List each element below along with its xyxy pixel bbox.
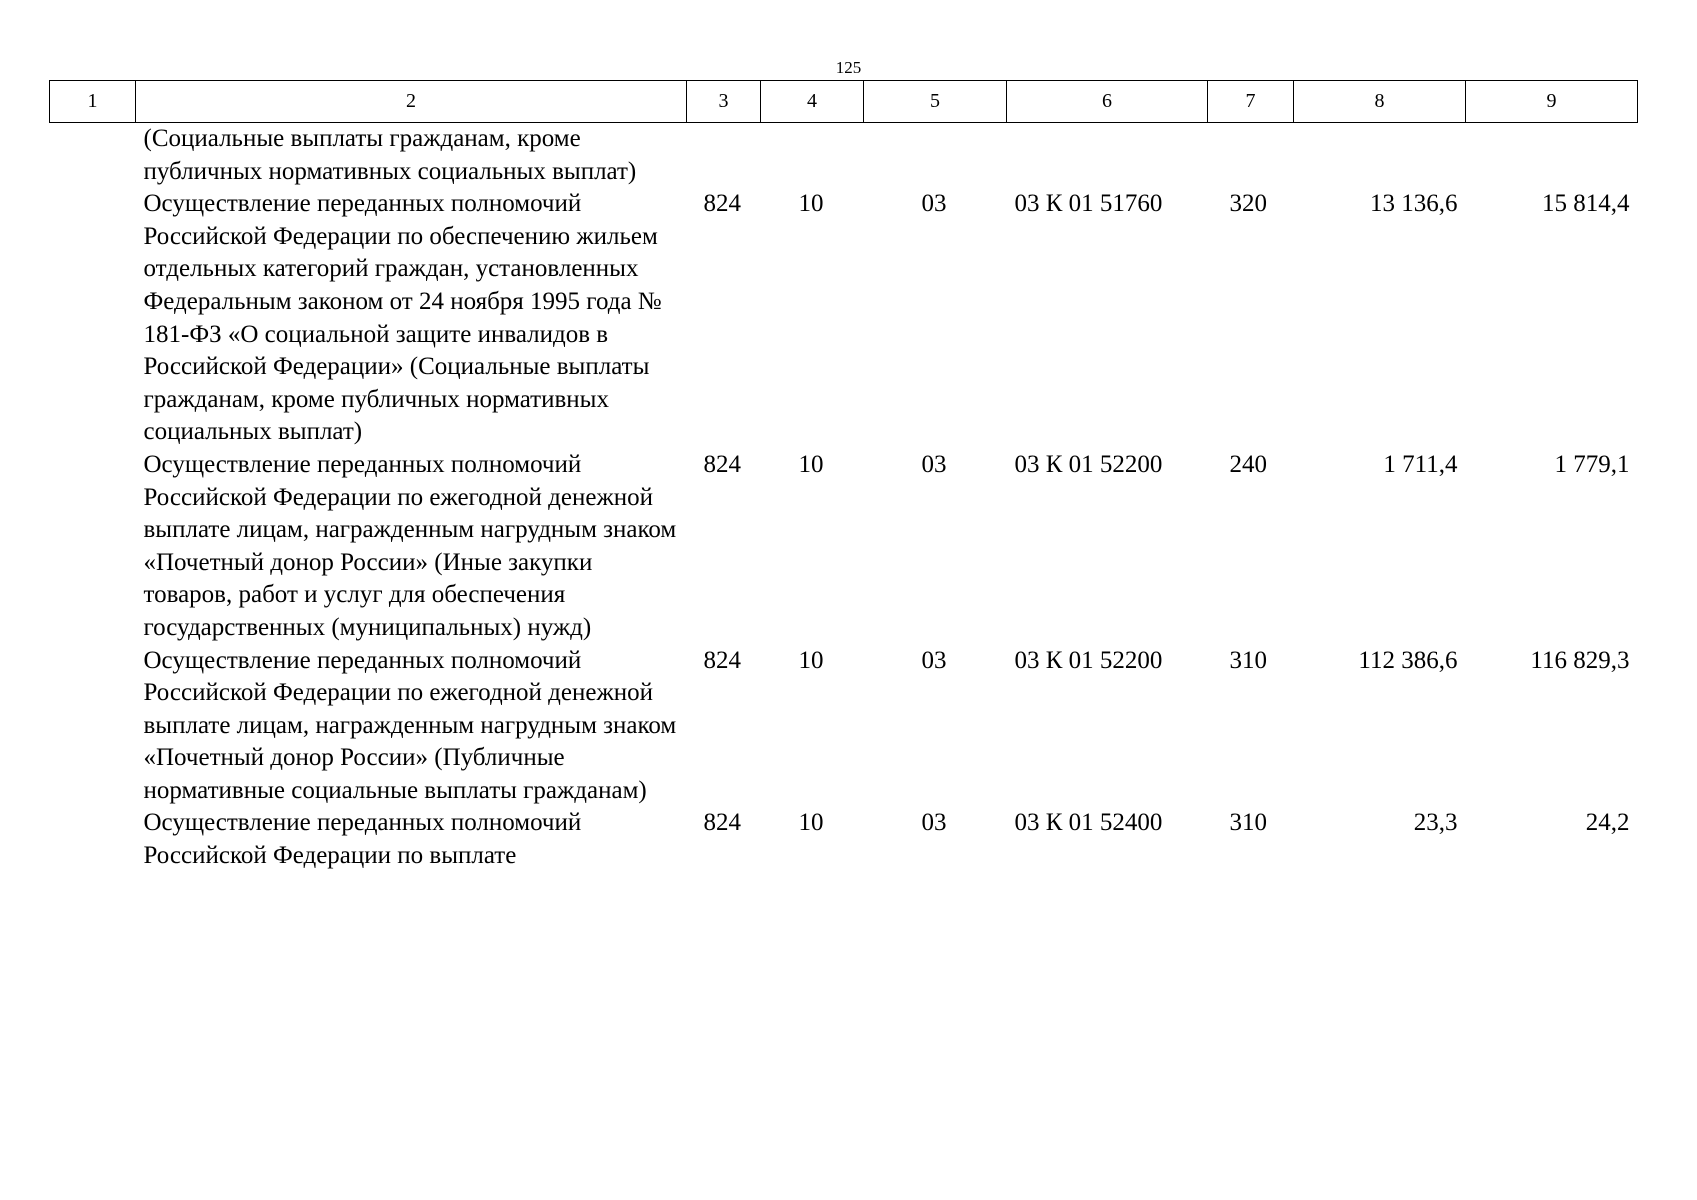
- header-cell-8: 8: [1294, 81, 1466, 123]
- row-amount-2: 1 779,1: [1554, 450, 1630, 478]
- table-row: [50, 807, 1638, 872]
- header-cell-4: 4: [761, 81, 864, 123]
- row-amount-2: 15 814,4: [1542, 190, 1630, 218]
- row-target-article: [1007, 123, 1208, 189]
- header-cell-2: 2: [136, 81, 687, 123]
- row-expense-type: 240: [1229, 450, 1267, 478]
- page-number: 125: [835, 58, 862, 77]
- header-cell-3: 3: [687, 81, 761, 123]
- row-name: Осуществление переданных полномочий Российской Федерации по ежегодной денежной выплате лицам, награжденным нагрудным знаком «Почетный донор России» (Иные закупки товаров, работ и услуг для обеспечения государственных (муниципальных) нужд): [143, 450, 677, 641]
- row-name: (Социальные выплаты гражданам, кроме публичных нормативных социальных выплат): [143, 125, 637, 185]
- row-subsection: 03: [921, 190, 947, 218]
- row-cell-col1: [50, 188, 136, 449]
- row-amount-1: 13 136,6: [1370, 190, 1458, 218]
- header-cell-7: 7: [1208, 81, 1294, 123]
- row-amount-2: 24,2: [1585, 809, 1630, 837]
- row-section: 10: [798, 190, 824, 218]
- row-target-article: 03 К 01 52200: [1014, 450, 1163, 478]
- row-target-article: 03 К 01 52400: [1014, 809, 1163, 837]
- row-name: Осуществление переданных полномочий Российской Федерации по обеспечению жильем отдельных категорий граждан, установленных Федеральным законом от 24 ноября 1995 года № 181-ФЗ «О социальной защите инвалидов в Российской Федерации» (Социальные выплаты гражданам, кроме публичных нормативных социальных выплат): [143, 190, 662, 446]
- row-ministry-code: 824: [703, 809, 741, 837]
- row-ministry-code: [687, 123, 761, 189]
- header-cell-9: 9: [1466, 81, 1638, 123]
- row-expense-type: 310: [1229, 646, 1267, 674]
- header-cell-5: 5: [864, 81, 1007, 123]
- table-row: [50, 645, 1638, 808]
- row-ministry-code: 824: [703, 190, 741, 218]
- table-row: [50, 123, 1638, 189]
- row-target-article: 03 К 01 52200: [1014, 646, 1163, 674]
- row-section: [761, 123, 864, 189]
- row-cell-col1: [50, 807, 136, 872]
- row-amount-2: [1466, 123, 1638, 189]
- row-section: 10: [798, 450, 824, 478]
- row-cell-col1: [50, 123, 136, 189]
- header-cell-6: 6: [1007, 81, 1208, 123]
- budget-table: [49, 80, 1638, 873]
- row-amount-1: 1 711,4: [1383, 450, 1458, 478]
- row-name: Осуществление переданных полномочий Российской Федерации по ежегодной денежной выплате лицам, награжденным нагрудным знаком «Почетный донор России» (Публичные нормативные социальные выплаты гражданам): [143, 646, 677, 804]
- row-expense-type: 320: [1229, 190, 1267, 218]
- table-row: [50, 188, 1638, 449]
- row-amount-2: 116 829,3: [1530, 646, 1630, 674]
- row-subsection: 03: [921, 450, 947, 478]
- row-cell-col1: [50, 645, 136, 808]
- row-name: Осуществление переданных полномочий Российской Федерации по выплате: [143, 809, 582, 870]
- row-cell-col1: [50, 449, 136, 645]
- row-ministry-code: 824: [703, 646, 741, 674]
- row-subsection: [864, 123, 1007, 189]
- row-target-article: 03 К 01 51760: [1014, 190, 1163, 218]
- row-amount-1: 23,3: [1413, 809, 1458, 837]
- row-expense-type: [1208, 123, 1294, 189]
- table-row: [50, 449, 1638, 645]
- row-ministry-code: 824: [703, 450, 741, 478]
- header-cell-1: 1: [50, 81, 136, 123]
- row-section: 10: [798, 646, 824, 674]
- row-expense-type: 310: [1229, 809, 1267, 837]
- row-amount-1: 112 386,6: [1358, 646, 1458, 674]
- row-subsection: 03: [921, 809, 947, 837]
- header-row: [50, 81, 1638, 123]
- row-subsection: 03: [921, 646, 947, 674]
- row-section: 10: [798, 809, 824, 837]
- row-amount-1: [1294, 123, 1466, 189]
